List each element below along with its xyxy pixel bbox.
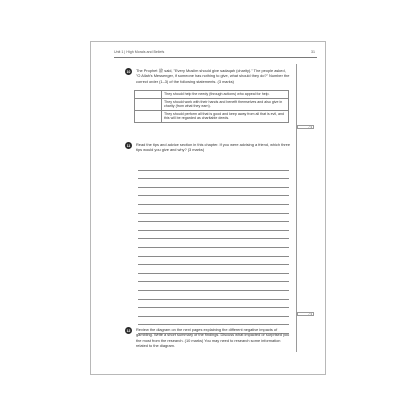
answer-line[interactable] [138,300,289,309]
answer-line[interactable] [138,257,289,266]
answer-line[interactable] [138,205,289,214]
answer-line[interactable] [138,317,289,326]
answer-line[interactable] [138,291,289,300]
table-row [135,91,289,99]
question-10-number: 10 [126,69,131,74]
answer-line[interactable] [138,308,289,317]
answer-line[interactable] [138,248,289,257]
answer-line[interactable] [138,239,289,248]
question-10-marks[interactable]: / 3 [297,125,314,129]
answer-line[interactable] [138,196,289,205]
answer-line[interactable] [138,222,289,231]
answer-line[interactable] [138,274,289,283]
table-row [135,98,289,110]
unit-title: Unit 1 | High Morals and Beliefs [114,50,165,54]
answer-line[interactable] [138,231,289,240]
ordering-table [134,90,289,123]
margin-rule [296,64,297,352]
question-10-text: The Prophet ﷺ said, "Every Muslim should give sadaqah (charity)." The people asked, "O Allah's Messenger, if someone has nothing to give, what should they do?" Number the correct order (1–3) of the following statements. (3 marks) [136,68,290,84]
order-answer-box[interactable] [135,110,162,122]
answer-line[interactable] [138,265,289,274]
answer-line[interactable] [138,214,289,223]
statement-text: They should perform all that is good and keep away from all that is evil, and this will be regarded as charitable deeds. [162,110,289,122]
page-header [114,49,317,58]
answer-line[interactable] [138,188,289,197]
question-11-number: 11 [126,143,131,148]
order-answer-box[interactable] [135,98,162,110]
worksheet-page [90,41,326,375]
answer-line[interactable] [138,282,289,291]
question-12-text: Review the diagram on the next pages explaining the different negative impacts of gambling. Write a short summary of the findings. Discuss what impacted or surprised you the most from the research. (10 marks) You may need to research some information related to the diagram. [136,327,290,349]
page-number: 31 [311,50,315,54]
question-11-text: Read the tips and advice section in this chapter. If you were advising a friend, which three tips would you give and why? (3 marks) [136,142,290,153]
statement-text: They should work with their hands and benefit themselves and also give in charity (from what they earn). [162,98,289,110]
statement-text: They should help the needy (through actions) who appeal for help. [162,91,289,99]
order-answer-box[interactable] [135,91,162,99]
answer-line[interactable] [138,179,289,188]
question-12-number: 12 [126,328,131,333]
table-row [135,110,289,122]
answer-line[interactable] [138,171,289,180]
answer-line[interactable] [138,162,289,171]
answer-lines[interactable] [138,162,289,334]
question-11-marks[interactable]: / 3 [297,312,314,316]
